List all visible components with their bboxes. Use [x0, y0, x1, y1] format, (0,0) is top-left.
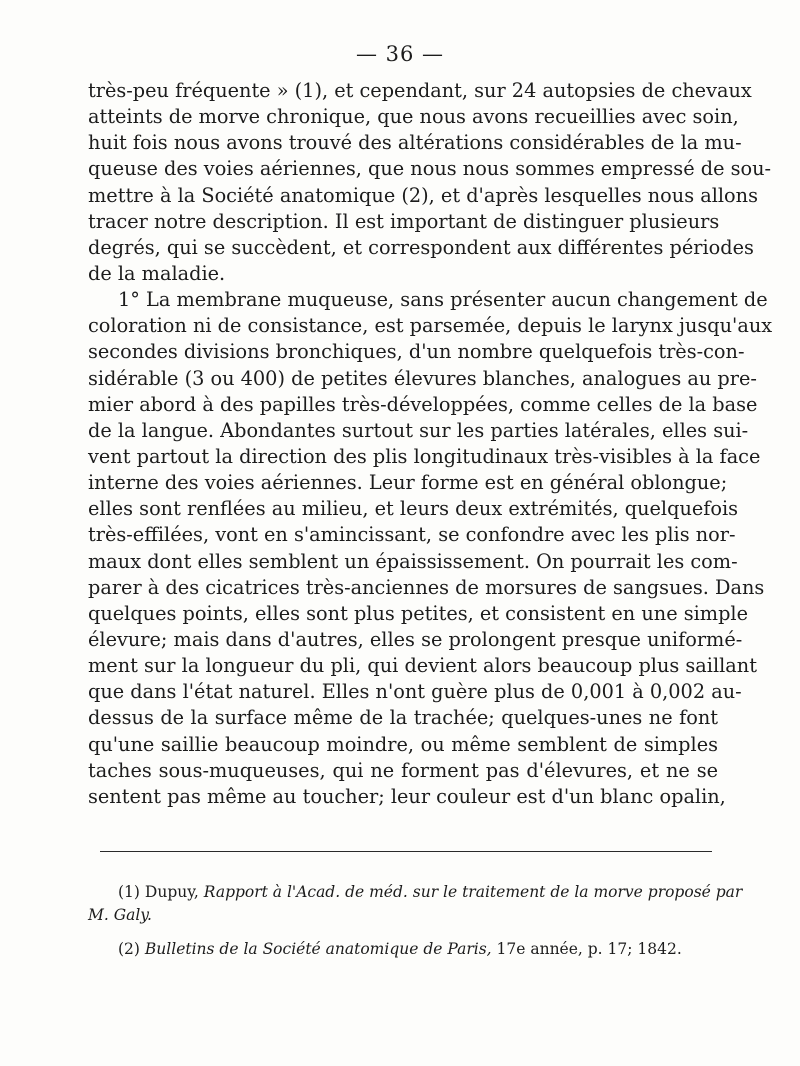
text-line: très-effilées, vont en s'amincissant, se confondre avec les plis nor- — [88, 523, 736, 547]
text-line: sentent pas même au toucher; leur couleur est d'un blanc opalin, — [88, 784, 726, 808]
footnote-1-title-continued: M. Galy. — [88, 906, 152, 924]
text-line: de la langue. Abondantes surtout sur les parties latérales, elles sui- — [88, 418, 749, 442]
text-line: vent partout la direction des plis longitudinaux très-visibles à la face — [88, 444, 761, 468]
text-line: qu'une saillie beaucoup moindre, ou même semblent de simples — [88, 732, 718, 756]
footnote-2 — [88, 938, 718, 961]
footnote-1-mark: (1) — [118, 883, 140, 901]
text-line: mettre à la Société anatomique (2), et d'après lesquelles nous allons — [88, 183, 758, 207]
footnote-divider — [100, 851, 712, 852]
footnote-1-author: Dupuy, — [144, 883, 199, 901]
text-line: atteints de morve chronique, que nous avons recueillies avec soin, — [88, 105, 739, 129]
text-line: parer à des cicatrices très-anciennes de morsures de sangsues. Dans — [88, 575, 765, 599]
page-number: — 36 — — [355, 42, 445, 66]
paragraph-start-line: 1° La membrane muqueuse, sans présenter aucun changement de — [118, 288, 768, 312]
text-line: huit fois nous avons trouvé des altérations considérables de la mu- — [88, 131, 742, 155]
footnote-2-title: Bulletins de la Société anatomique de Paris, — [144, 940, 492, 958]
footnote-2-details: 17e année, p. 17; 1842. — [496, 940, 682, 958]
text-line: interne des voies aériennes. Leur forme est en général oblongue; — [88, 471, 728, 495]
text-line: queuse des voies aériennes, que nous nous sommes empressé de sou- — [88, 157, 772, 181]
text-line: elles sont renflées au milieu, et leurs deux extrémités, quelquefois — [88, 497, 739, 521]
text-line: que dans l'état naturel. Elles n'ont guère plus de 0,001 à 0,002 au- — [88, 680, 742, 704]
footnote-1 — [88, 881, 743, 927]
text-line: élevure; mais dans d'autres, elles se prolongent presque uniformé- — [88, 627, 743, 651]
text-line: maux dont elles semblent un épaississement. On pourrait les com- — [88, 549, 738, 573]
body-text — [88, 78, 773, 810]
footnote-1-line — [88, 881, 743, 904]
text-line: dessus de la surface même de la trachée; quelques-unes ne font — [88, 706, 718, 730]
text-line: très-peu fréquente » (1), et cependant, sur 24 autopsies de chevaux — [88, 79, 752, 102]
text-line: mier abord à des papilles très-développées, comme celles de la base — [88, 392, 758, 416]
footnotes — [88, 881, 743, 961]
text-line: degrés, qui se succèdent, et correspondent aux différentes périodes — [88, 235, 754, 259]
text-line: sidérable (3 ou 400) de petites élevures blanches, analogues au pre- — [88, 366, 757, 390]
footnote-1-title: Rapport à l'Acad. de méd. sur le traitement de la morve proposé par — [203, 883, 743, 901]
text-line: quelques points, elles sont plus petites, et consistent en une simple — [88, 601, 748, 625]
text-line: ment sur la longueur du pli, qui devient alors beaucoup plus saillant — [88, 654, 757, 678]
paragraph-end-line: de la maladie. — [88, 261, 226, 285]
text-line: tracer notre description. Il est important de distinguer plusieurs — [88, 209, 720, 233]
text-line: taches sous-muqueuses, qui ne forment pas d'élevures, et ne se — [88, 758, 718, 782]
footnote-2-mark: (2) — [118, 940, 140, 958]
footnote-2-line — [88, 938, 718, 961]
text-line: coloration ni de consistance, est parsemée, depuis le larynx jusqu'aux — [88, 314, 773, 338]
text-line: secondes divisions bronchiques, d'un nombre quelquefois très-con- — [88, 340, 745, 364]
